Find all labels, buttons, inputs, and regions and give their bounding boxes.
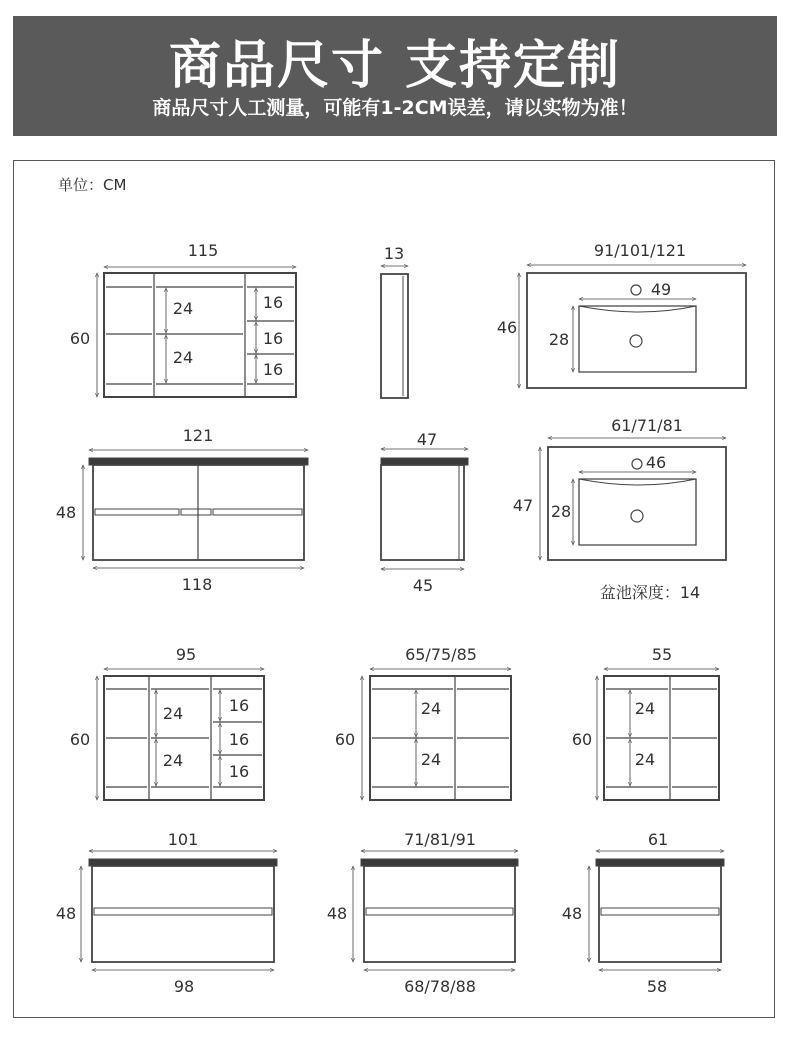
mirror-cabinet-65 [362,669,511,800]
mirror-115-side-2-label: 16 [262,329,284,348]
basin-small-width-label: 61/71/81 [611,416,683,435]
mirror-55-shelf-b-label: 24 [634,750,656,769]
header-title: 商品尺寸 支持定制 [168,36,622,96]
mirror-95-shelf-a-label: 24 [162,704,184,723]
mirror-55-height-label: 60 [571,730,593,749]
bowl-depth-note: 盆池深度：14 [599,583,701,602]
unit-label: 单位：CM [58,176,127,194]
mirror-65-shelf-b-label: 24 [420,750,442,769]
basin-small-bowl-depth-label: 28 [550,502,572,521]
vanity-121-top-width-label: 121 [182,426,214,445]
vanity-side-view [381,449,468,569]
mirror-95-side-2-label: 16 [228,730,250,749]
mirror-115-shelf-b-label: 24 [172,348,194,367]
vanity-61 [589,851,724,970]
mirror-95-width-label: 95 [175,645,197,664]
vanity-61-body-width-label: 58 [646,977,668,996]
mirror-cabinet-55 [597,669,719,800]
basin-top-large [519,265,746,388]
vanity-61-top-width-label: 61 [647,830,669,849]
vanity-71 [353,851,518,970]
vanity-121 [83,450,308,568]
basin-large-bowl-depth-label: 28 [548,330,570,349]
vanity-side-top-depth-label: 47 [416,430,438,449]
basin-large-width-label: 91/101/121 [593,241,687,260]
mirror-115-height-label: 60 [69,329,91,348]
vanity-61-height-label: 48 [561,904,583,923]
mirror-115-shelf-a-label: 24 [172,299,194,318]
vanity-101-top-width-label: 101 [167,830,199,849]
basin-large-bowl-width-label: 49 [650,280,672,299]
basin-large-height-label: 46 [496,318,518,337]
mirror-95-side-1-label: 16 [228,696,250,715]
mirror-95-shelf-b-label: 24 [162,751,184,770]
vanity-121-height-label: 48 [55,503,77,522]
basin-top-small [540,438,726,560]
mirror-115-width-label: 115 [187,241,219,260]
vanity-71-top-width-label: 71/81/91 [404,830,476,849]
header-subtitle: 商品尺寸人工测量，可能有1-2CM误差，请以实物为准！ [152,97,638,119]
mirror-65-width-label: 65/75/85 [405,645,477,664]
mirror-65-height-label: 60 [334,730,356,749]
vanity-121-body-width-label: 118 [181,575,213,594]
mirror-115-side-1-label: 16 [262,293,284,312]
mirror-side-depth-label: 13 [383,244,405,263]
mirror-115-side-3-label: 16 [262,360,284,379]
mirror-95-side-3-label: 16 [228,762,250,781]
vanity-101-body-width-label: 98 [173,977,195,996]
mirror-55-shelf-a-label: 24 [634,699,656,718]
vanity-side-body-depth-label: 45 [412,576,434,595]
mirror-cabinet-side-view [381,266,408,398]
basin-small-height-label: 47 [512,496,534,515]
basin-small-bowl-width-label: 46 [645,453,667,472]
mirror-95-height-label: 60 [69,730,91,749]
mirror-55-width-label: 55 [651,645,673,664]
mirror-65-shelf-a-label: 24 [420,699,442,718]
vanity-71-body-width-label: 68/78/88 [404,977,476,996]
vanity-71-height-label: 48 [326,904,348,923]
vanity-101-height-label: 48 [55,904,77,923]
vanity-101 [81,851,277,970]
